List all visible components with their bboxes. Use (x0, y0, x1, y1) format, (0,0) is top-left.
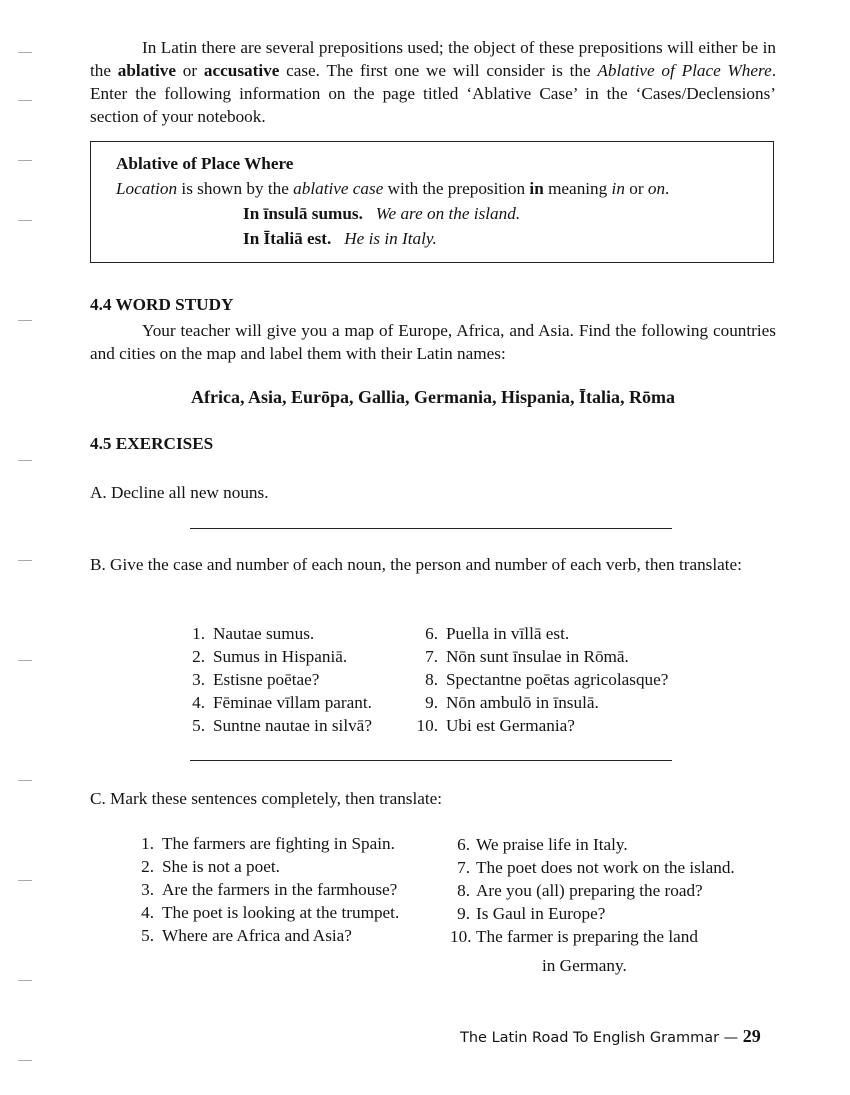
margin-mark (18, 1060, 32, 1061)
margin-mark (18, 52, 32, 53)
divider-line (190, 760, 672, 761)
intro-paragraph: In Latin there are several prepositions used; the object of these prepositions will either be in the ablative or accusative case. The first one we will consider is the Ablative of Place Where. Enter the following information on the page titled ‘Ablative Case’ in the ‘Cases/Declensions’ section of your notebook. (90, 38, 776, 126)
list-item-continuation: in Germany. (542, 956, 627, 975)
exercise-b-right-list (412, 622, 668, 737)
exercise-c-right-list (450, 833, 735, 948)
box-title: Ablative of Place Where (116, 154, 294, 173)
list-item: 1. The farmers are fighting in Spain. (141, 834, 395, 853)
exercise-a-text: A. Decline all new nouns. (90, 483, 269, 502)
list-item: 10. Ubi est Germania? (416, 716, 575, 735)
list-item: 9. Nōn ambulō in īnsulā. (425, 693, 599, 712)
margin-mark (18, 220, 32, 221)
exercises-heading: 4.5 EXERCISES (90, 434, 214, 453)
list-item: 2. Sumus in Hispaniā. (192, 647, 348, 666)
list-item: 7. Nōn sunt īnsulae in Rōmā. (425, 647, 629, 666)
exercise-c-text: C. Mark these sentences completely, then translate: (90, 789, 443, 808)
margin-mark (18, 460, 32, 461)
margin-mark (18, 560, 32, 561)
box-example: In īnsulā sumus. We are on the island. (243, 204, 521, 223)
list-item: 2. She is not a poet. (141, 857, 280, 876)
list-item: 10. The farmer is preparing the land (450, 927, 698, 946)
word-study-paragraph: Your teacher will give you a map of Europe, Africa, and Asia. Find the following countries and cities on the map and label them with their Latin names: (90, 321, 776, 363)
book-title: The Latin Road To English Grammar — (460, 1030, 739, 1046)
list-item: 5. Where are Africa and Asia? (141, 926, 352, 945)
exercise-b-text: B. Give the case and number of each noun, the person and number of each verb, then translate: (90, 555, 742, 574)
margin-mark (18, 880, 32, 881)
list-item: 7. The poet does not work on the island. (457, 858, 735, 877)
latin-word-list: Africa, Asia, Eurōpa, Gallia, Germania, Hispania, Ītalia, Rōma (190, 387, 675, 407)
word-study-heading: 4.4 WORD STUDY (90, 295, 234, 314)
list-item: 8. Are you (all) preparing the road? (457, 881, 703, 900)
list-item: 8. Spectantne poētas agricolasque? (425, 670, 669, 689)
list-item: 1. Nautae sumus. (192, 624, 315, 643)
list-item: 3. Are the farmers in the farmhouse? (141, 880, 398, 899)
margin-mark (18, 100, 32, 101)
margin-mark (18, 320, 32, 321)
list-item: 5. Suntne nautae in silvā? (192, 716, 372, 735)
divider-line (190, 528, 672, 529)
page-footer (460, 1025, 761, 1050)
list-item: 4. The poet is looking at the trumpet. (141, 903, 400, 922)
exercise-c-left-list (132, 832, 399, 947)
margin-mark (18, 160, 32, 161)
exercise-b-left-list (183, 622, 372, 737)
margin-mark (18, 780, 32, 781)
margin-mark (18, 660, 32, 661)
box-rule-text: Location is shown by the ablative case with the preposition in meaning in or on. (116, 179, 670, 198)
page-number: 29 (742, 1026, 761, 1046)
margin-mark (18, 980, 32, 981)
list-item: 3. Estisne poētae? (192, 670, 320, 689)
box-example: In Ītaliā est. He is in Italy. (243, 229, 437, 248)
list-item: 6. We praise life in Italy. (457, 835, 628, 854)
list-item: 6. Puella in vīllā est. (425, 624, 570, 643)
list-item: 9. Is Gaul in Europe? (457, 904, 606, 923)
list-item: 4. Fēminae vīllam parant. (192, 693, 372, 712)
